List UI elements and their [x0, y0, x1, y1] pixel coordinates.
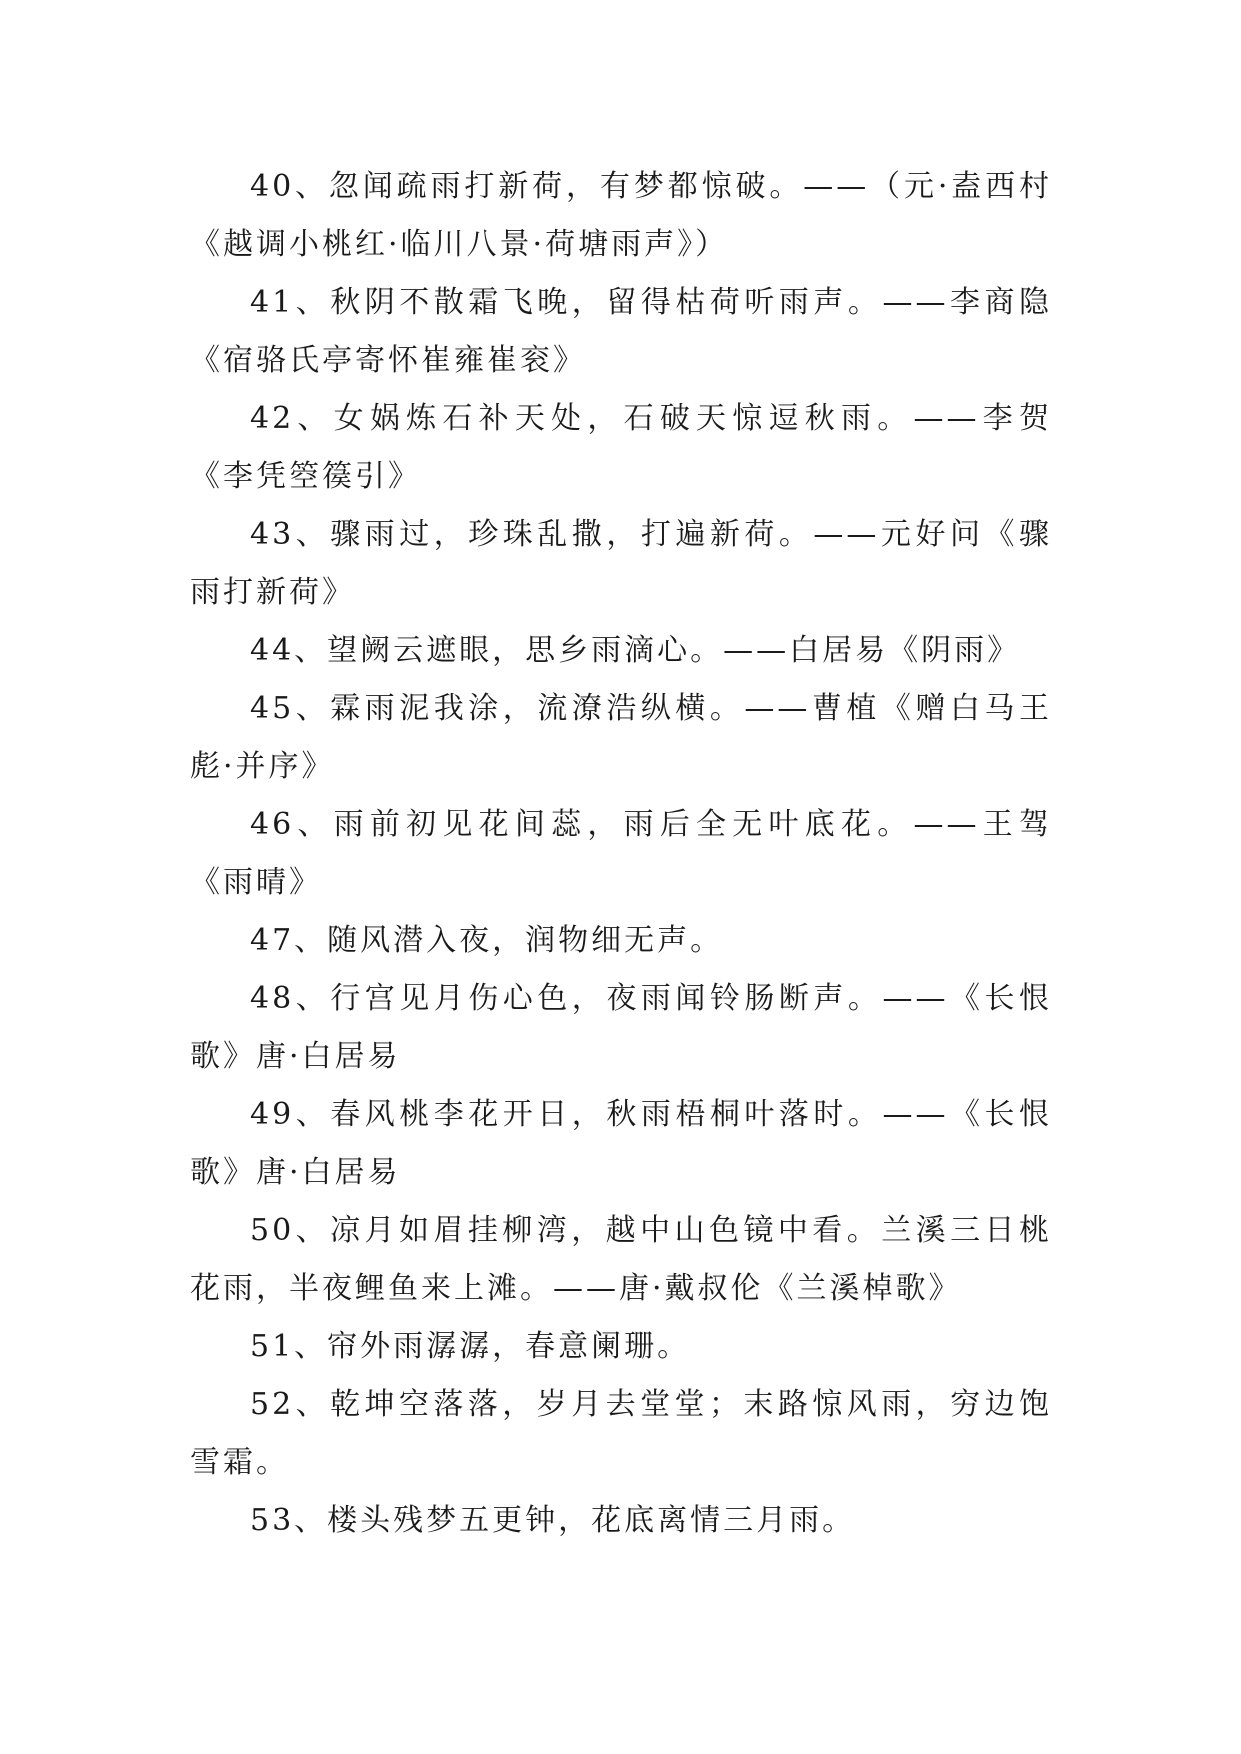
quote-entry-51: 51、帘外雨潺潺，春意阑珊。: [250, 1329, 691, 1364]
quote-entry-46: 46、雨前初见花间蕊，雨后全无叶底花。——王驾《雨晴》: [190, 807, 1052, 900]
quote-entry-50: 50、凉月如眉挂柳湾，越中山色镜中看。兰溪三日桃花雨，半夜鲤鱼来上滩。——唐·戴叔伦《兰溪棹歌》: [190, 1213, 1052, 1306]
quote-entry-41: 41、秋阴不散霜飞晚，留得枯荷听雨声。——李商隐《宿骆氏亭寄怀崔雍崔衮》: [190, 285, 1052, 378]
poem-quote-list: [190, 158, 1052, 1550]
quote-entry-42: 42、女娲炼石补天处，石破天惊逗秋雨。——李贺《李凭箜篌引》: [190, 401, 1052, 494]
quote-entry-44: 44、望阙云遮眼，思乡雨滴心。——白居易《阴雨》: [250, 633, 1021, 668]
quote-entry-49: 49、春风桃李花开日，秋雨梧桐叶落时。——《长恨歌》唐·白居易: [190, 1097, 1052, 1190]
quote-entry-48: 48、行宫见月伤心色，夜雨闻铃肠断声。——《长恨歌》唐·白居易: [190, 981, 1052, 1074]
quote-entry-52: 52、乾坤空落落，岁月去堂堂；末路惊风雨，穷边饱雪霜。: [190, 1387, 1052, 1480]
quote-entry-40: 40、忽闻疏雨打新荷，有梦都惊破。——（元·盍西村《越调小桃红·临川八景·荷塘雨声》）: [190, 169, 1052, 262]
quote-entry-43: 43、骤雨过，珍珠乱撒，打遍新荷。——元好问《骤雨打新荷》: [190, 517, 1052, 610]
quote-entry-47: 47、随风潜入夜，润物细无声。: [250, 923, 724, 958]
quote-entry-45: 45、霖雨泥我涂，流潦浩纵横。——曹植《赠白马王彪·并序》: [190, 691, 1052, 784]
quote-entry-53: 53、楼头残梦五更钟，花底离情三月雨。: [250, 1503, 856, 1538]
